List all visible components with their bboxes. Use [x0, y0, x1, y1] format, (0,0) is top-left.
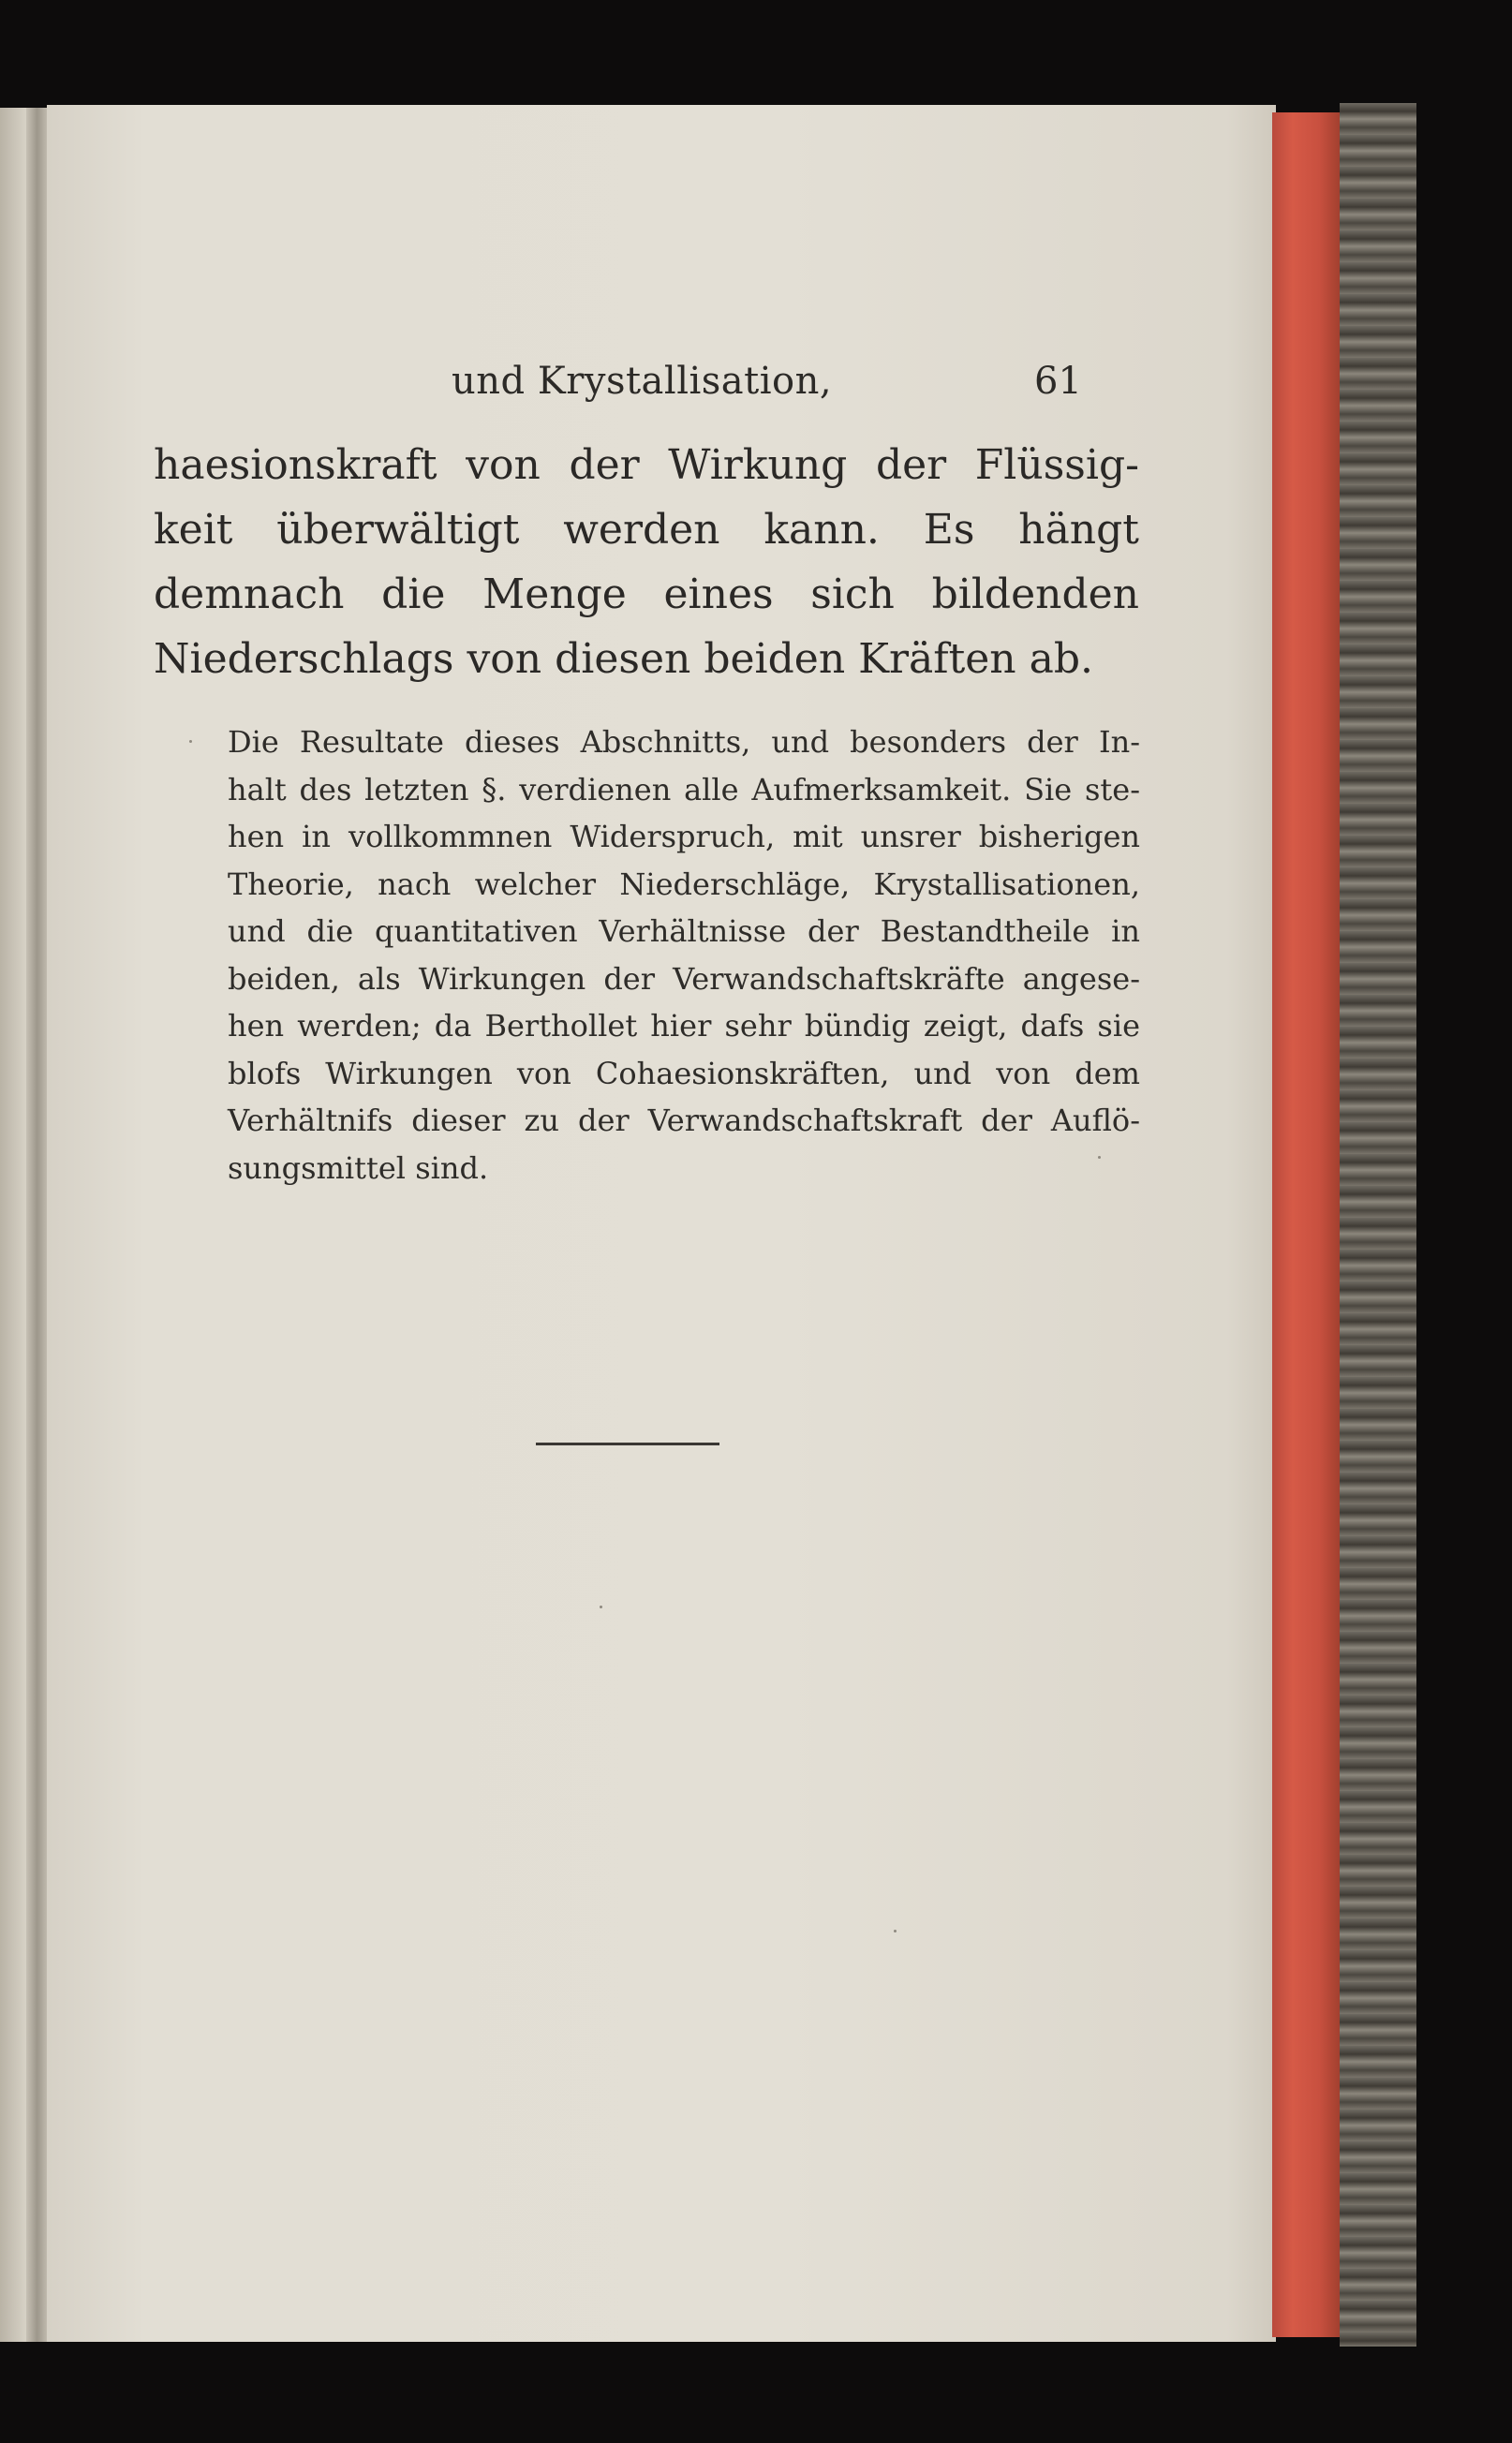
note-paragraph: [228, 718, 1140, 1192]
section-end-rule: [536, 1443, 719, 1445]
note-line: Die Resultate dieses Abschnitts, und besonders der In-: [228, 724, 1140, 760]
book-page: [47, 105, 1276, 2342]
paper-speck: [1098, 1156, 1101, 1159]
paper-speck: [600, 1606, 602, 1608]
running-head: und Krystallisation,: [452, 360, 833, 403]
text-line: keit überwältigt werden kann. Es hängt: [154, 506, 1139, 554]
page-header: [47, 360, 1276, 416]
paper-speck: [189, 740, 192, 743]
marbled-cover-edge: [1340, 103, 1416, 2347]
note-line: hen werden; da Berthollet hier sehr bündig zeigt, dafs sie: [228, 1008, 1140, 1044]
red-page-edges: [1272, 112, 1340, 2337]
text-line: demnach die Menge eines sich bildenden: [154, 570, 1139, 618]
text-line: Niederschlags von diesen beiden Kräften ab.: [154, 635, 1093, 683]
note-line: blofs Wirkungen von Cohaesionskräften, und von dem: [228, 1055, 1140, 1091]
text-line: haesionskraft von der Wirkung der Flüssig-: [154, 441, 1139, 489]
note-line: und die quantitativen Verhältnisse der Bestandtheile in: [228, 913, 1140, 949]
note-line: hen in vollkommnen Widerspruch, mit unsrer bisherigen: [228, 819, 1140, 854]
main-paragraph: [154, 433, 1139, 691]
note-line: beiden, als Wirkungen der Verwandschaftskräfte angese-: [228, 960, 1140, 997]
paper-speck: [894, 1930, 897, 1932]
note-line: Verhältnifs dieser zu der Verwandschaftskraft der Auflö-: [228, 1103, 1140, 1138]
note-line: sungsmittel sind.: [228, 1149, 489, 1186]
page-number: 61: [1034, 360, 1082, 403]
note-line: halt des letzten §. verdienen alle Aufmerksamkeit. Sie ste-: [228, 771, 1140, 807]
note-line: Theorie, nach welcher Niederschläge, Krystallisationen,: [228, 866, 1140, 902]
